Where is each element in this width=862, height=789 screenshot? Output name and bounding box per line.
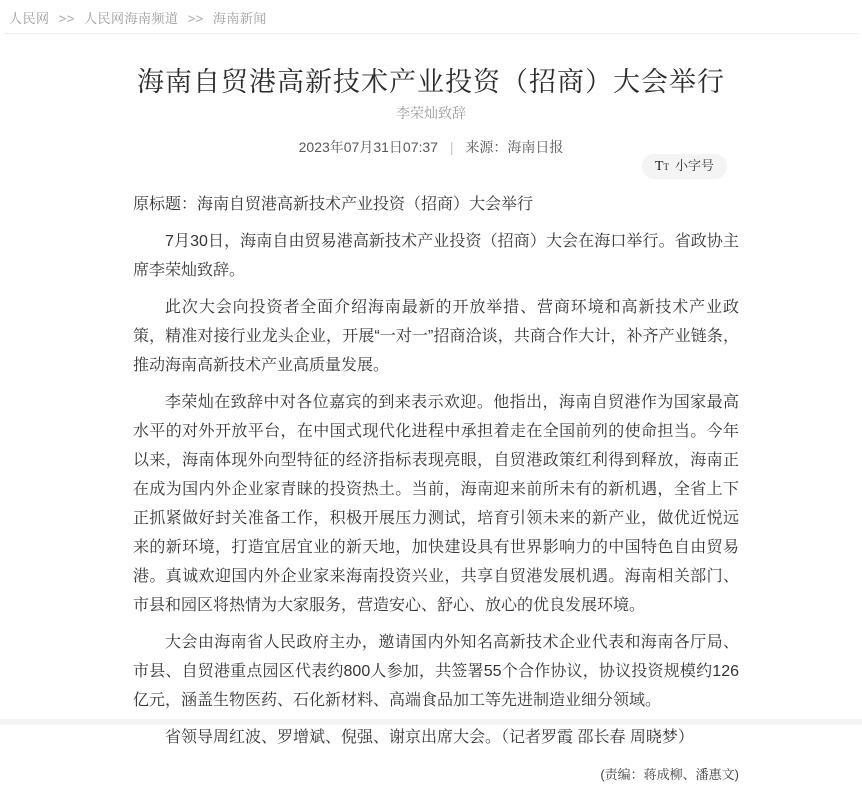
font-size-button[interactable] (642, 154, 727, 179)
breadcrumb-separator: >> (58, 11, 75, 26)
header-divider (4, 33, 858, 34)
breadcrumb-link-hainan-news[interactable]: 海南新闻 (212, 11, 267, 26)
breadcrumb-separator: >> (187, 11, 204, 26)
article-paragraph: 省领导周红波、罗增斌、倪强、谢京出席大会。（记者罗霞 邵长春 周晓梦） (165, 729, 694, 746)
article-subtitle: 李荣灿致辞 (396, 105, 466, 121)
source-label: 来源： (465, 139, 508, 155)
article-paragraph: 大会由海南省人民政府主办，邀请国内外知名高新技术企业代表和海南各厅局、市县、自贸港重点园区代表约800人参加，共签署55个合作协议，协议投资规模约126亿元，涵盖生物医药、石化新材料、高端食品加工等先进制造业细分领域。 (133, 634, 739, 709)
article-body (133, 190, 739, 789)
source-link[interactable]: 海南日报 (507, 139, 564, 155)
editors-credit: (责编：蒋成柳、潘惠文) (600, 767, 739, 782)
original-title-label: 原标题： (133, 196, 198, 213)
page-title: 海南自贸港高新技术产业投资（招商）大会举行 (137, 67, 725, 97)
article-toolbar (133, 154, 727, 179)
font-size-icon: TT (654, 159, 669, 174)
page-bottom-edge (0, 719, 862, 725)
article-paragraph: 李荣灿在致辞中对各位嘉宾的到来表示欢迎。他指出，海南自贸港作为国家最高水平的对外开放平台，在中国式现代化进程中承担着走在全国前列的使命担当。今年以来，海南体现外向型特征的经济指标表现亮眼，自贸港政策红利得到释放，海南正在成为国内外企业家青睐的投资热土。当前，海南迎来前所未有的新机遇，全省上下正抓紧做好封关准备工作，积极开展压力测试，培育引领未来的新产业，做优近悦远来的新环境，打造宜居宜业的新天地，加快建设具有世界影响力的中国特色自由贸易港。真诚欢迎国内外企业家来海南投资兴业，共享自贸港发展机遇。海南相关部门、市县和园区将热情为大家服务，营造安心、舒心、放心的优良发展环境。 (133, 394, 739, 614)
publish-date: 2023年07月31日07:37 (298, 139, 438, 155)
breadcrumb-link-peoples-daily[interactable]: 人民网 (9, 11, 50, 26)
article-paragraph: 此次大会向投资者全面介绍海南最新的开放举措、营商环境和高新技术产业政策，精准对接行业龙头企业，开展“一对一”招商洽谈，共商合作大计，补齐产业链条，推动海南高新技术产业高质量发展。 (133, 299, 739, 374)
font-size-label: 小字号 (674, 158, 714, 173)
breadcrumb-link-hainan-channel[interactable]: 人民网海南频道 (83, 11, 179, 26)
article-paragraph: 7月30日，海南自由贸易港高新技术产业投资（招商）大会在海口举行。省政协主席李荣灿致辞。 (133, 233, 739, 279)
original-title-line (133, 190, 739, 219)
original-title-text: 海南自贸港高新技术产业投资（招商）大会举行 (197, 196, 534, 213)
breadcrumb (9, 8, 267, 27)
dateline-separator: | (449, 139, 454, 155)
